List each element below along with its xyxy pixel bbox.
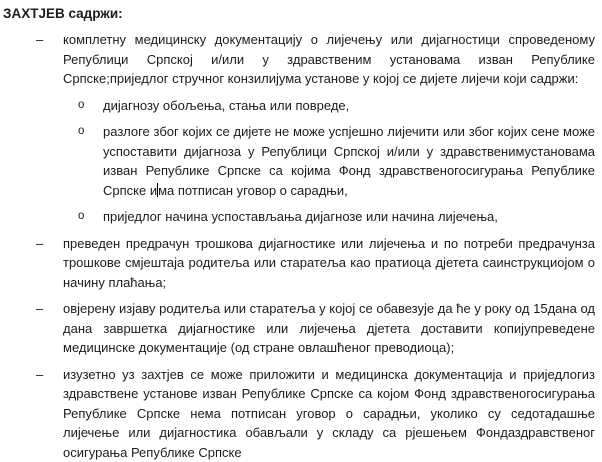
sub-bullet-item-1 — [3, 96, 595, 116]
document-heading: ЗАХТЈЕВ садржи: — [3, 4, 595, 23]
sub-bullet-text — [103, 122, 595, 200]
dash-bullet-marker: – — [36, 365, 63, 385]
text-after-cursor: ма потписан уговор о сарадњи, — [158, 183, 348, 198]
bullet-text: преведен предрачун трошкова дијагностике или лијечења и по потреби предрачунза трошкове смјештаја родитеља или старатеља као пратиоца дјетета саинструкциојом о начину плаћања; — [63, 234, 595, 293]
circle-bullet-marker: o — [78, 96, 103, 116]
bullet-item-2 — [3, 234, 595, 293]
dash-bullet-marker: – — [36, 30, 63, 50]
bullet-text: овјерену изјаву родитеља или старатеља у којој се обавезује да ће у року од 15дана од дана завршетка дијагностике или лијечења дјетета доставити копијупреведене медицинске документације (од стране овлашћеног преводиоца); — [63, 299, 595, 358]
bullet-item-4 — [3, 365, 595, 462]
bullet-item-1 — [3, 30, 595, 89]
bullet-item-3 — [3, 299, 595, 358]
circle-bullet-marker: o — [78, 207, 103, 227]
dash-bullet-marker: – — [36, 299, 63, 319]
sub-bullet-text: приједлог начина успостављања дијагнозе или начина лијечења, — [103, 207, 595, 227]
sub-bullet-item-3 — [3, 207, 595, 227]
sub-bullet-item-2 — [3, 122, 595, 200]
bullet-text: изузетно уз захтјев се може приложити и медицинска документација и приједлогиз здравствене установе изван Републике Српске са којом Фонд здравственогосигурања Републике Српске нема потписан уговор о сарадњи, уколико су седотадашње лијечење или дијагностика обављали у складу са рјешењем Фондаздравственог осигурања Републике Српске — [63, 365, 595, 462]
text-before-cursor: разлоге због којих се дијете не може успјешно лијечити или због којих сене може успоставити дијагноза у Републици Српској и/или у здравственимустановама изван Републике Српске са којима Фонд здравственогосигурања Републике Српске и — [103, 124, 595, 198]
bullet-text: комплетну медицинску документацију о лијечењу или дијагностици спроведеному Републици Српској и/или у здравственим установама изван Републике Српске;приједлог стручног конзилијума установе у којој се дијете лијечи који садржи: — [63, 30, 595, 89]
dash-bullet-marker: – — [36, 234, 63, 254]
sub-bullet-text: дијагнозу обољења, стања или повреде, — [103, 96, 595, 116]
circle-bullet-marker: o — [78, 122, 103, 142]
